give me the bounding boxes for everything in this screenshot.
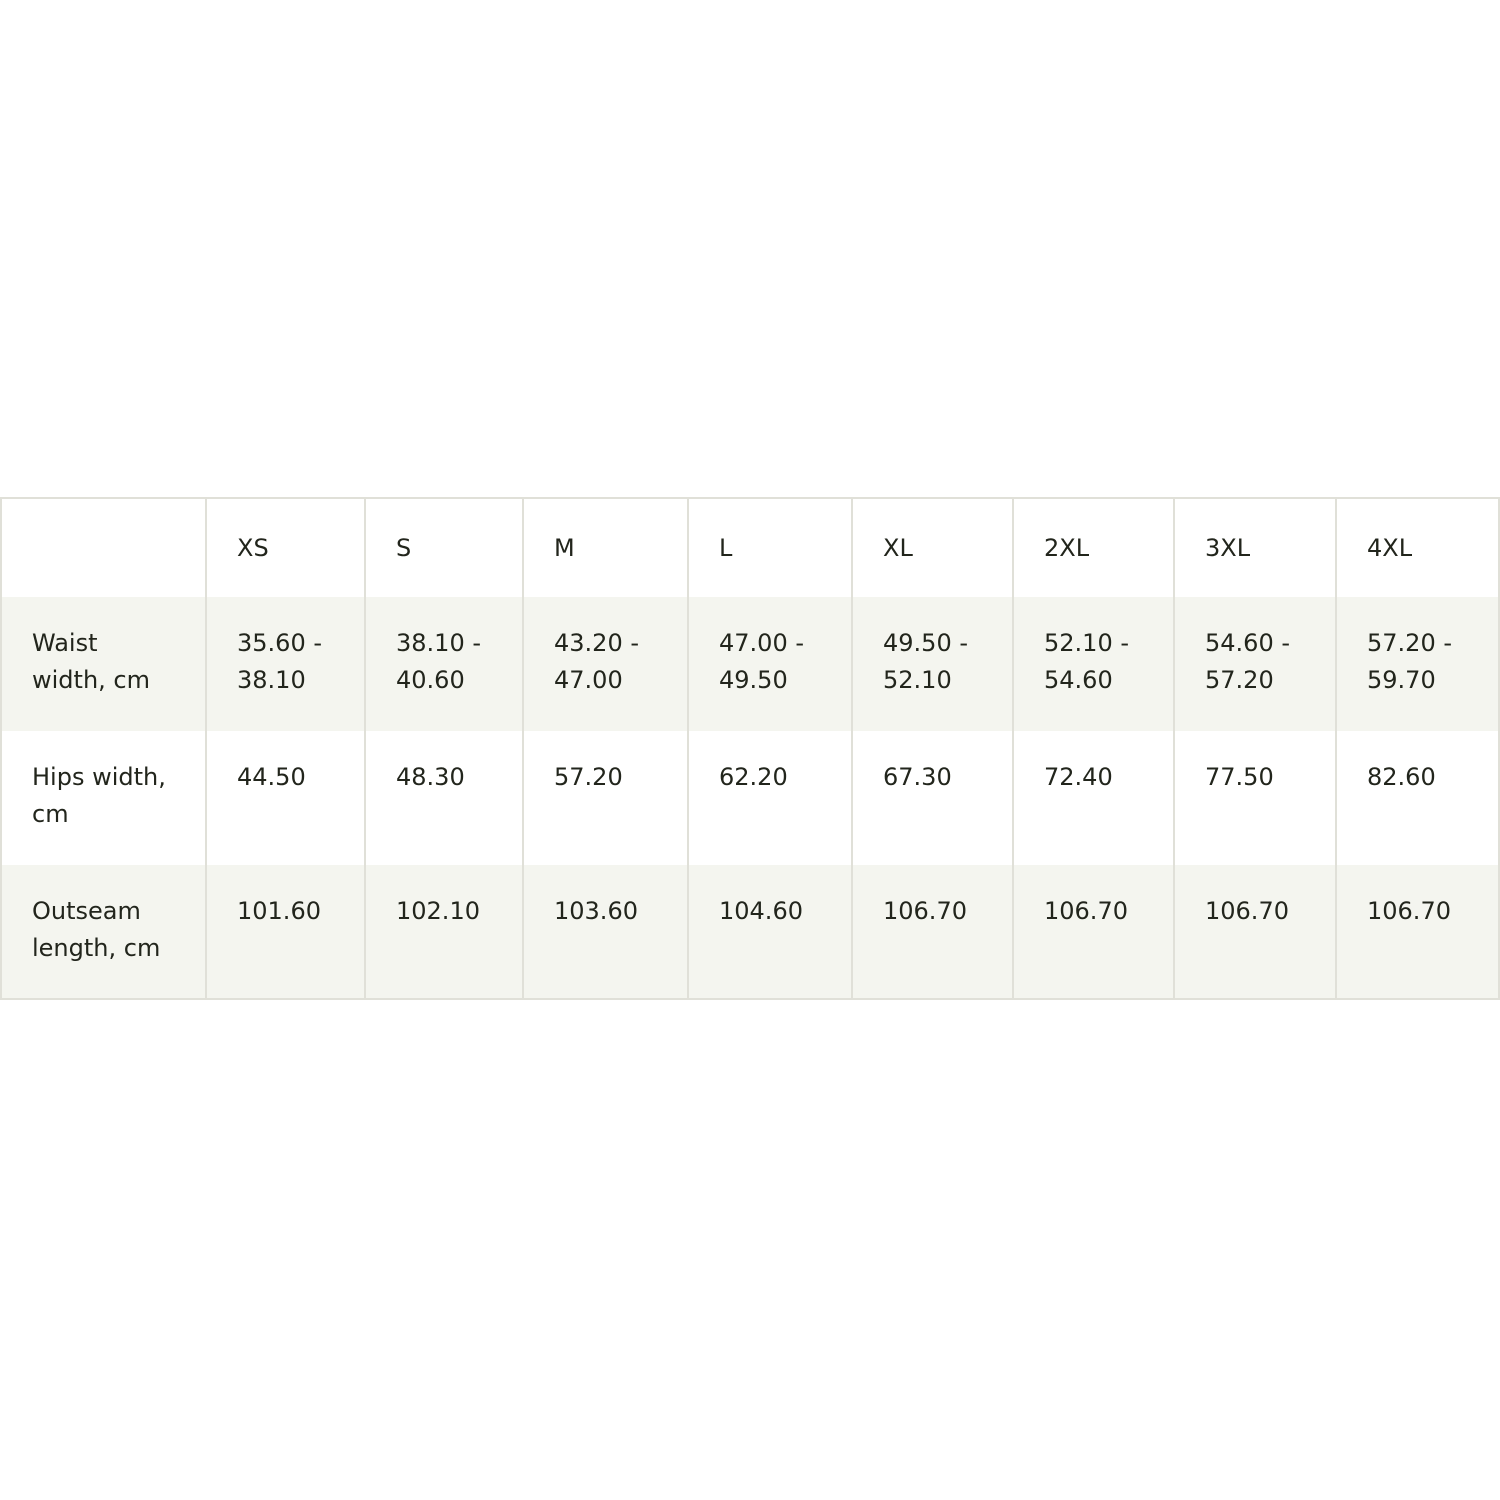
table-cell: 77.50	[1174, 731, 1336, 865]
table-cell: 102.10	[365, 865, 523, 999]
table-cell: 35.60 - 38.10	[206, 597, 365, 731]
table-cell: 103.60	[523, 865, 688, 999]
table-cell: 57.20	[523, 731, 688, 865]
size-header-3xl: 3XL	[1174, 498, 1336, 597]
table-row-outseam	[1, 865, 1499, 999]
table-cell: 47.00 - 49.50	[688, 597, 852, 731]
table-cell: 43.20 - 47.00	[523, 597, 688, 731]
size-header-m: M	[523, 498, 688, 597]
row-label-outseam: Outseam length, cm	[1, 865, 206, 999]
table-cell: 44.50	[206, 731, 365, 865]
table-row-waist	[1, 597, 1499, 731]
size-header-xl: XL	[852, 498, 1013, 597]
size-header-l: L	[688, 498, 852, 597]
corner-cell	[1, 498, 206, 597]
size-header-xs: XS	[206, 498, 365, 597]
size-chart-table	[0, 497, 1500, 1000]
table-cell: 62.20	[688, 731, 852, 865]
table-cell: 106.70	[1013, 865, 1174, 999]
table-cell: 67.30	[852, 731, 1013, 865]
table-cell: 106.70	[1336, 865, 1499, 999]
table-cell: 48.30	[365, 731, 523, 865]
table-row-hips	[1, 731, 1499, 865]
size-header-4xl: 4XL	[1336, 498, 1499, 597]
size-header-2xl: 2XL	[1013, 498, 1174, 597]
row-label-hips: Hips width, cm	[1, 731, 206, 865]
table-cell: 72.40	[1013, 731, 1174, 865]
table-cell: 49.50 - 52.10	[852, 597, 1013, 731]
table-cell: 38.10 - 40.60	[365, 597, 523, 731]
table-cell: 106.70	[852, 865, 1013, 999]
row-label-waist: Waist width, cm	[1, 597, 206, 731]
header-row	[1, 498, 1499, 597]
table-cell: 106.70	[1174, 865, 1336, 999]
table-cell: 54.60 - 57.20	[1174, 597, 1336, 731]
table-cell: 82.60	[1336, 731, 1499, 865]
size-header-s: S	[365, 498, 523, 597]
table-cell: 57.20 - 59.70	[1336, 597, 1499, 731]
table-cell: 52.10 - 54.60	[1013, 597, 1174, 731]
table-cell: 101.60	[206, 865, 365, 999]
table-cell: 104.60	[688, 865, 852, 999]
